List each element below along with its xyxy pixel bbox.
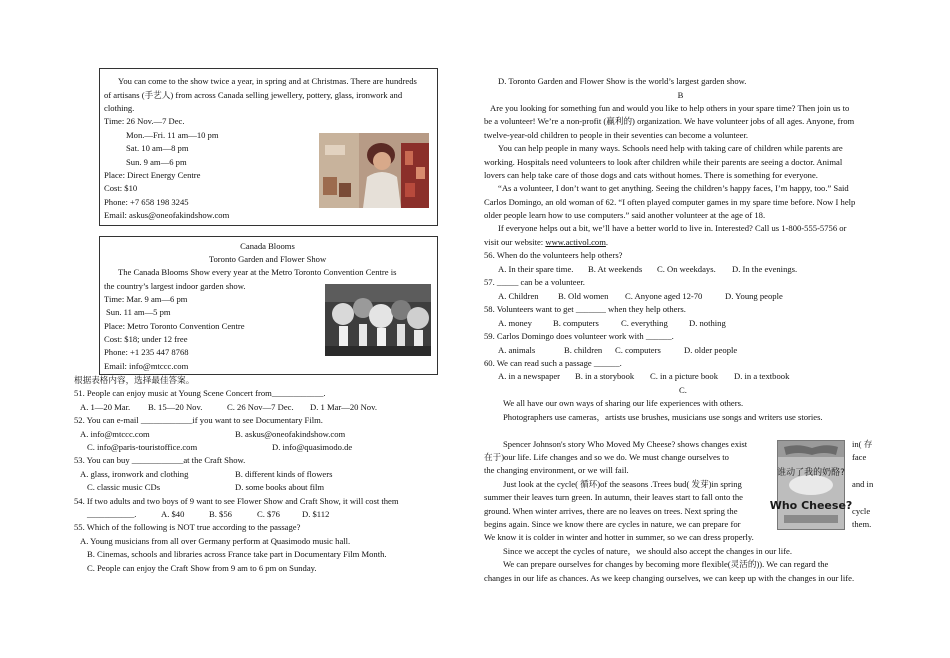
q60-option-d: D. in a textbook	[734, 371, 790, 381]
craft-intro-line-1: You can come to the show twice a year, in spring and at Christmas. There are hundreds	[118, 76, 417, 86]
cheese-p1-line-3: the changing environment, or we will fail.	[484, 465, 629, 475]
q60-option-b: B. in a storybook	[575, 371, 635, 381]
q54-option-d: D. $112	[302, 509, 330, 519]
q51-option-c: C. 26 Nov—7 Dec.	[227, 402, 294, 412]
para2-line-2: working. Hospitals need volunteers to look after children while their parents are seeing a doctor. Animal	[484, 157, 843, 167]
question-56: 56. When do the volunteers help others?	[484, 250, 623, 260]
para2-line-3: lovers can help take care of those dogs and cats without homes. There is something for everyone.	[484, 170, 818, 180]
question-51: 51. People can enjoy music at Young Scene Concert from____________.	[74, 388, 326, 398]
q56-option-c: C. On weekdays.	[657, 264, 716, 274]
q53-option-d: D. some books about film	[235, 482, 325, 492]
flower-show-photo	[325, 284, 431, 356]
q59-option-a: A. animals	[498, 345, 536, 355]
para1-line-1: Are you looking for something fun and would you like to help others in your spare time? Then join us to	[490, 103, 850, 113]
q60-option-c: C. in a picture book	[650, 371, 719, 381]
cheese-p1-line-2: 在于)our life. Life changes and so we do. We must change ourselves to	[484, 452, 729, 462]
q57-option-d: D. Young people	[725, 291, 783, 301]
c-intro-line-2: Photographers use cameras，artists use brushes, musicians use songs and writers use stories.	[503, 412, 823, 422]
section-b-heading: B	[677, 90, 684, 100]
flower-email: Email: info@mtccc.com	[104, 361, 189, 371]
q51-option-d: D. 1 Mar—20 Nov.	[310, 402, 377, 412]
cheese-p2-line-4: begins again. Since we know there are cycles in nature, we can prepare for	[484, 519, 741, 529]
cheese-p2-line-4-end: them.	[852, 519, 872, 529]
q54-option-a: A. $40	[161, 509, 185, 519]
craft-hours-sat: Sat. 10 am—8 pm	[126, 143, 189, 153]
q55-option-c: C. People can enjoy the Craft Show from 9 am to 6 pm on Sunday.	[87, 563, 317, 573]
flower-intro-line-1: The Canada Blooms Show every year at the Metro Toronto Convention Centre is	[118, 267, 397, 277]
question-53: 53. You can buy ____________at the Craft Show.	[74, 455, 246, 465]
q52-option-c: C. info@paris-touristoffice.com	[87, 442, 198, 452]
craft-place: Place: Direct Energy Centre	[104, 170, 201, 180]
question-54: 54. If two adults and two boys of 9 want to see Flower Show and Craft Show, it will cost them	[74, 496, 399, 506]
question-52: 52. You can e-mail ____________if you want to see Documentary Film.	[74, 415, 323, 425]
q57-option-a: A. Children	[498, 291, 539, 301]
q52-option-a: A. info@mtccc.com	[80, 429, 150, 439]
flower-place: Place: Metro Toronto Convention Centre	[104, 321, 245, 331]
q55-option-d: D. Toronto Garden and Flower Show is the world’s largest garden show.	[498, 76, 747, 86]
q53-option-c: C. classic music CDs	[87, 482, 161, 492]
q54-option-b: B. $56	[209, 509, 232, 519]
cheese-p1-line-1-end: in( 存	[852, 439, 873, 449]
q52-option-b: B. askus@oneofakindshow.com	[235, 429, 346, 439]
para1-line-3: twelve-year-old children to people in their seventies can become a volunteer.	[484, 130, 748, 140]
question-57: 57. _____ can be a volunteer.	[484, 277, 585, 287]
question-60: 60. We can read such a passage ______.	[484, 358, 622, 368]
q52-option-d: D. info@quasimodo.de	[272, 442, 353, 452]
q60-option-a: A. in a newspaper	[498, 371, 561, 381]
q56-option-b: B. At weekends	[588, 264, 643, 274]
volunteer-website-link[interactable]: www.activol.com	[545, 237, 606, 247]
q59-option-c: C. computers	[615, 345, 661, 355]
para4-suffix: .	[605, 237, 609, 247]
question-59: 59. Carlos Domingo does volunteer work with ______.	[484, 331, 674, 341]
flower-time: Time: Mar. 9 am—6 pm	[104, 294, 188, 304]
cheese-p3: Since we accept the cycles of nature，we should also accept the changes in our life.	[503, 546, 792, 556]
section-c-heading: C.	[679, 385, 687, 395]
flower-phone: Phone: +1 235 447 8768	[104, 347, 189, 357]
flower-title: Canada Blooms	[240, 241, 295, 251]
craft-intro-line-3: clothing.	[104, 103, 135, 113]
cheese-p1-line-1: Spencer Johnson's story Who Moved My Cheese? shows changes exist	[503, 439, 748, 449]
craft-email: Email: askus@oneofakindshow.com	[104, 210, 230, 220]
cheese-p4-line-1: We can prepare ourselves for changes by becoming more flexible(灵活的)). We can regard the	[503, 559, 829, 569]
cheese-p1-line-2-end: face	[852, 452, 867, 462]
para4-line-1: If everyone helps out a bit, we’ll have a better world to live in. Interested? Call us 1-800-555-5756 or	[498, 223, 847, 233]
q53-option-a: A. glass, ironwork and clothing	[80, 469, 189, 479]
craft-hours-weekday: Mon.—Fri. 11 am—10 pm	[126, 130, 219, 140]
q54-option-c: C. $76	[257, 509, 280, 519]
q56-option-d: D. In the evenings.	[732, 264, 798, 274]
q56-option-a: A. In their spare time.	[498, 264, 574, 274]
c-intro-line-1: We all have our own ways of sharing our life experiences with others.	[503, 398, 744, 408]
craft-show-photo	[319, 133, 429, 208]
cheese-p2-line-3-end: cycle	[852, 506, 871, 516]
q59-option-b: B. children	[564, 345, 603, 355]
q51-option-b: B. 15—20 Nov.	[148, 402, 203, 412]
craft-time: Time: 26 Nov.—7 Dec.	[104, 116, 185, 126]
para2-line-1: You can help people in many ways. Schools need help with taking care of children while parents are	[498, 143, 843, 153]
q58-option-b: B. computers	[553, 318, 599, 328]
question-58: 58. Volunteers want to get _______ when they help others.	[484, 304, 686, 314]
cheese-p2-line-1: Just look at the cycle( 循环)of the seasons .Trees bud( 发芽)in spring	[503, 479, 742, 489]
q54-blank: ___________.	[87, 509, 137, 519]
para4-prefix: visit our website:	[484, 237, 546, 247]
flower-intro-line-2: the country’s largest indoor garden show.	[104, 281, 246, 291]
instruction: 根据表格内容，选择最佳答案。	[74, 375, 195, 385]
q59-option-d: D. older people	[684, 345, 738, 355]
craft-cost: Cost: $10	[104, 183, 138, 193]
q57-option-c: C. Anyone aged 12-70	[625, 291, 703, 301]
q55-option-a: A. Young musicians from all over Germany perform at Quasimodo music hall.	[80, 536, 351, 546]
para3-line-1: “As a volunteer, I don’t want to get anything. Seeing the children’s happy faces, I’m happy, too.” Said	[498, 183, 849, 193]
q55-option-b: B. Cinemas, schools and libraries across France take part in Documentary Film Month.	[87, 549, 387, 559]
q53-option-b: B. different kinds of flowers	[235, 469, 333, 479]
para3-line-3: older people learn how to use computers.” said another volunteer at the age of 18.	[484, 210, 766, 220]
cheese-p4-line-2: changes in our life as chances. As we keep changing ourselves, we can keep up with the changes in our life.	[484, 573, 855, 583]
flower-cost: Cost: $18; under 12 free	[104, 334, 188, 344]
craft-phone: Phone: +7 658 198 3245	[104, 197, 189, 207]
flower-sun-hours: Sun. 11 am—5 pm	[106, 307, 171, 317]
cheese-p2-line-3: ground. When winter arrives, there are no leaves on trees. Next spring the	[484, 506, 738, 516]
craft-hours-sun: Sun. 9 am—6 pm	[126, 157, 187, 167]
cheese-p2-line-1-end: and in	[852, 479, 874, 489]
q58-option-d: D. nothing	[689, 318, 726, 328]
q58-option-a: A. money	[498, 318, 532, 328]
para4-line-2	[484, 236, 608, 249]
question-55: 55. Which of the following is NOT true according to the passage?	[74, 522, 301, 532]
q58-option-c: C. everything	[621, 318, 668, 328]
q51-option-a: A. 1—20 Mar.	[80, 402, 131, 412]
book-cover-english-title: Who Cheese?	[769, 499, 853, 512]
cheese-p2-line-2: summer their leaves turn green. In autumn, their leaves start to fall onto the	[484, 492, 743, 502]
para3-line-2: Carlos Domingo, an old woman of 62. “I often played computer games in my spare time before. Now I help	[484, 197, 856, 207]
book-cover-image	[769, 440, 853, 530]
craft-intro-line-2: of artisans (手艺人) from across Canada selling jewellery, pottery, glass, ironwork and	[104, 90, 403, 100]
para1-line-2: be a volunteer! We’re a non-profit (赢利的) organization. We have volunteer jobs of all ages. Anyone, from	[484, 116, 855, 126]
q57-option-b: B. Old women	[558, 291, 609, 301]
flower-subtitle: Toronto Garden and Flower Show	[208, 254, 327, 264]
cheese-p2-line-5: We know it is colder in winter and hotter in summer, so we can dress properly.	[484, 532, 754, 542]
book-cover-chinese-title: 谁动了我的奶酪?	[777, 468, 845, 478]
